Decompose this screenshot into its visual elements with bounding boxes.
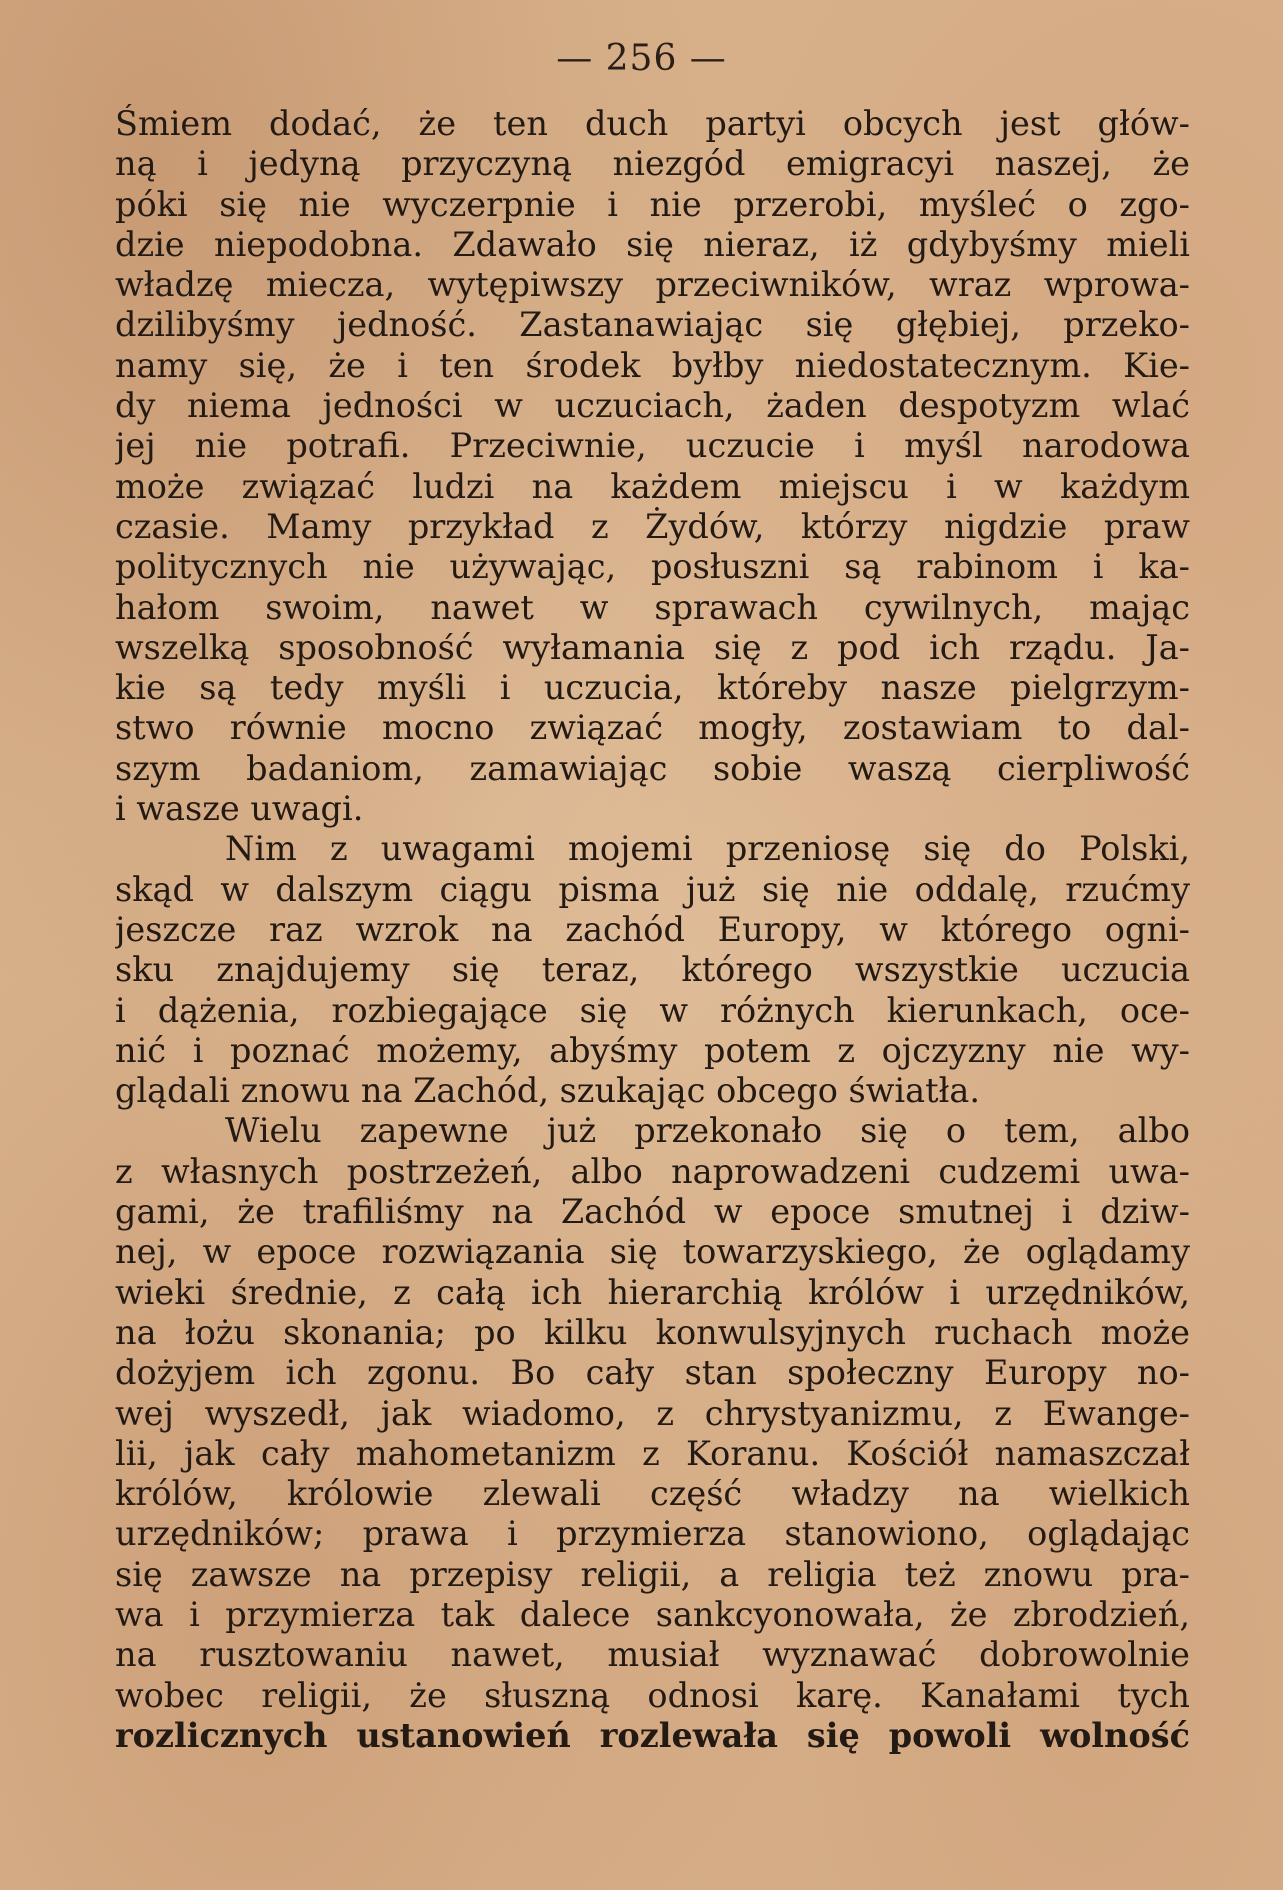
- text-line: wieki średnie, z całą ich hierarchią królów i urzędników,: [115, 1272, 1190, 1312]
- text-line: jeszcze raz wzrok na zachód Europy, w którego ogni-: [115, 909, 1190, 949]
- text-line: kie są tedy myśli i uczucia, któreby nasze pielgrzym-: [115, 668, 1190, 708]
- text-line: się zawsze na przepisy religii, a religia też znowu pra-: [115, 1554, 1190, 1594]
- text-line: może związać ludzi na każdem miejscu i w każdym: [115, 466, 1190, 506]
- text-line: Wielu zapewne już przekonało się o tem, albo: [225, 1111, 1190, 1151]
- text-line: dzie niepodobna. Zdawało się nieraz, iż gdybyśmy mieli: [115, 224, 1190, 264]
- text-line: Śmiem dodać, że ten duch partyi obcych jest głów-: [115, 104, 1190, 143]
- text-line: Nim z uwagami mojemi przeniosę się do Polski,: [225, 829, 1190, 869]
- text-line: politycznych nie używając, posłuszni są rabinom i ka-: [115, 547, 1190, 587]
- text-line: wszelką sposobność wyłamania się z pod ich rządu. Ja-: [115, 627, 1190, 667]
- text-line: glądali znowu na Zachód, szukając obcego światła.: [115, 1071, 981, 1111]
- page-number: — 256 —: [556, 38, 727, 79]
- body-text: [115, 104, 1190, 1756]
- text-line: dożyjem ich zgonu. Bo cały stan społeczny Europy no-: [115, 1353, 1190, 1393]
- text-line: gami, że trafiliśmy na Zachód w epoce smutnej i dziw-: [115, 1192, 1190, 1232]
- text-line: dzilibyśmy jedność. Zastanawiając się głębiej, przeko-: [115, 305, 1190, 345]
- text-line: władzę miecza, wytępiwszy przeciwników, wraz wprowa-: [115, 265, 1190, 305]
- text-line: wobec religii, że słuszną odnosi karę. Kanałami tych: [115, 1675, 1190, 1715]
- text-line: dy niema jedności w uczuciach, żaden despotyzm wlać: [115, 386, 1190, 426]
- text-line: na rusztowaniu nawet, musiał wyznawać dobrowolnie: [115, 1635, 1190, 1675]
- text-line: wej wyszedł, jak wiadomo, z chrystyanizmu, z Ewange-: [115, 1393, 1190, 1433]
- text-line: i dążenia, rozbiegające się w różnych kierunkach, oce-: [115, 990, 1190, 1030]
- text-line: i wasze uwagi.: [115, 789, 364, 829]
- text-line: urzędników; prawa i przymierza stanowiono, oglądając: [115, 1514, 1190, 1554]
- text-line: skąd w dalszym ciągu pisma już się nie oddalę, rzućmy: [115, 869, 1190, 909]
- text-line: na łożu skonania; po kilku konwulsyjnych ruchach może: [115, 1312, 1190, 1352]
- text-line: nić i poznać możemy, abyśmy potem z ojczyzny nie wy-: [115, 1030, 1190, 1070]
- text-line: hałom swoim, nawet w sprawach cywilnych, mając: [115, 587, 1190, 627]
- text-line: nej, w epoce rozwiązania się towarzyskiego, że oglądamy: [115, 1232, 1190, 1272]
- text-line: z własnych postrzeżeń, albo naprowadzeni cudzemi uwa-: [115, 1151, 1190, 1191]
- text-line: szym badaniom, zamawiając sobie waszą cierpliwość: [115, 748, 1190, 788]
- text-line: póki się nie wyczerpnie i nie przerobi, myśleć o zgo-: [115, 184, 1190, 224]
- text-line: jej nie potrafi. Przeciwnie, uczucie i myśl narodowa: [115, 426, 1190, 466]
- text-line: rozlicznych ustanowień rozlewała się powoli wolność: [115, 1715, 1190, 1755]
- text-line: wa i przymierza tak dalece sankcyonowała, że zbrodzień,: [115, 1594, 1190, 1634]
- text-line: stwo równie mocno związać mogły, zostawiam to dal-: [115, 708, 1190, 748]
- text-line: czasie. Mamy przykład z Żydów, którzy nigdzie praw: [115, 506, 1190, 546]
- text-line: ną i jedyną przyczyną niezgód emigracyi naszej, że: [115, 144, 1190, 184]
- text-line: namy się, że i ten środek byłby niedostatecznym. Kie-: [115, 345, 1190, 385]
- text-line: sku znajdujemy się teraz, którego wszystkie uczucia: [115, 950, 1190, 990]
- text-line: lii, jak cały mahometanizm z Koranu. Kościół namaszczał: [115, 1433, 1190, 1473]
- text-line: królów, królowie zlewali część władzy na wielkich: [115, 1474, 1190, 1514]
